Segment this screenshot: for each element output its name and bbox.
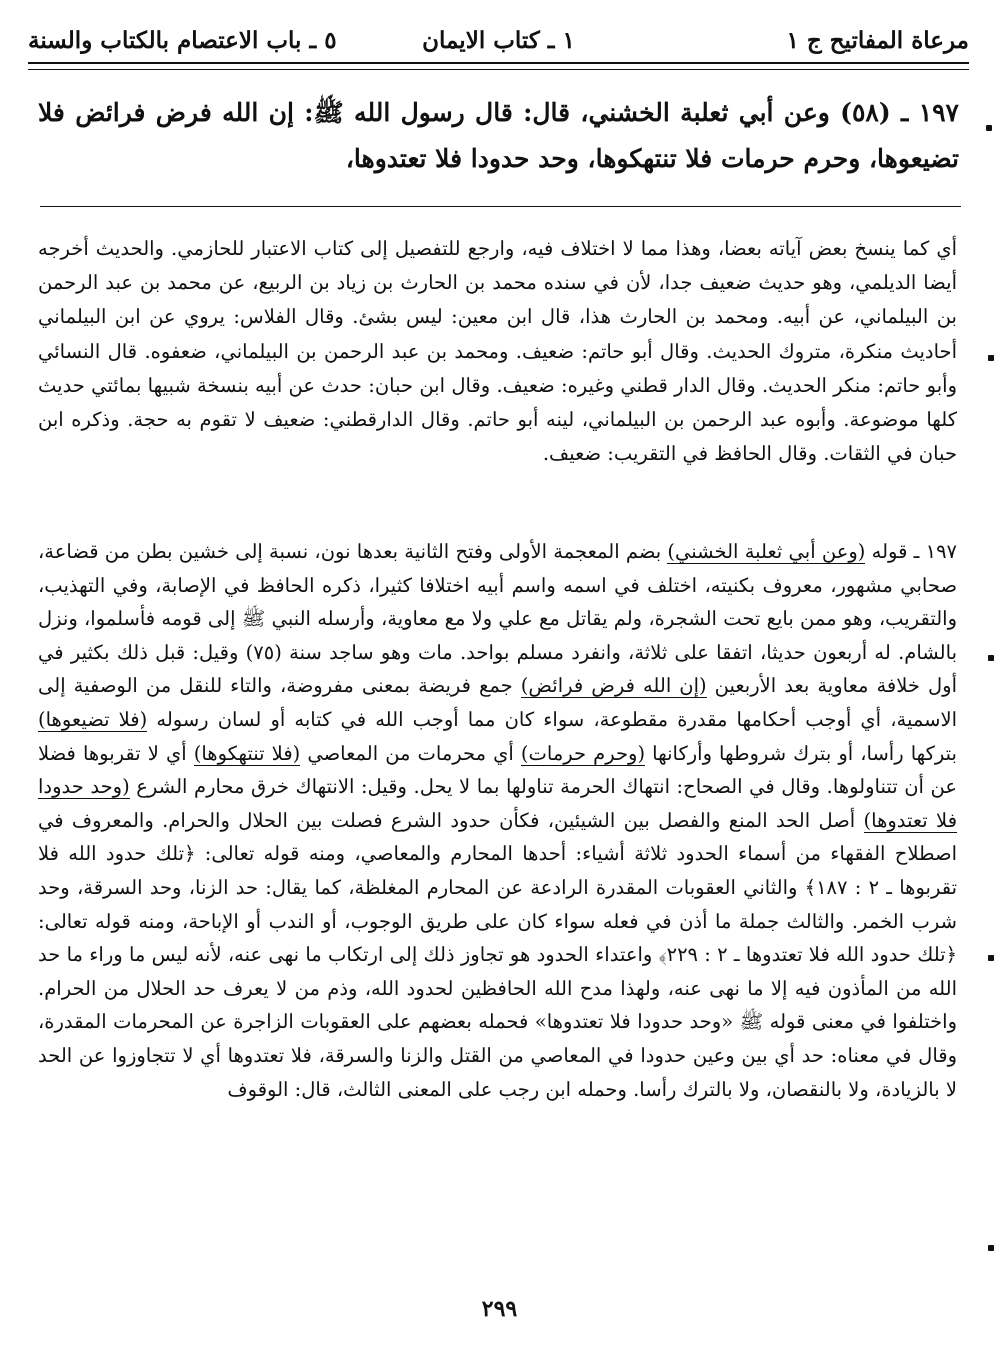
commentary-block-1 — [38, 232, 957, 471]
hadith-body: وعن أبي ثعلبة الخشني، قال: قال رسول الله ﷺ: إن الله فرض فرائض فلا تضيعوها، وحرم حرمات فلا تنتهكوها، وحد حدودا فلا تعتدوها، — [38, 98, 959, 173]
sharh-text: جمع فريضة بمعنى مفروضة، والتاء للنقل من الوصفية إلى الاسمية، أي أوجب أحكامها مقدرة مقطوعة، سواء كان مما أوجب الله في كتابه أو لسان رسوله — [38, 674, 957, 731]
section-title: ٥ ـ باب الاعتصام بالكتاب والسنة — [28, 26, 337, 54]
sharh-text: بتركها رأسا، أو بترك شروطها وأركانها — [652, 741, 957, 765]
hadith-sub-number: (٥٨) — [840, 98, 891, 127]
margin-mark — [988, 955, 994, 961]
margin-mark — [988, 1245, 994, 1251]
running-header — [28, 18, 969, 62]
sharh-text: أي محرمات من المعاصي — [307, 741, 514, 765]
page-number: ٢٩٩ — [481, 1296, 518, 1322]
sharh-text: بضم المعجمة الأولى وفتح الثانية بعدها نون، نسبة إلى خشين بطن من قضاعة، صحابي مشهور، معروف بكنيته، اختلف في اسمه واسم أبيه اختلافا كثيرا، ذكره الحافظ في الإصابة، وفي التهذيب، والتقريب، وهو ممن بايع تحت الشجرة، ولم يقاتل مع علي ولا مع معاوية، وأرسله النبي ﷺ إلى قومه فأسلموا، ونزل بالشام. له أربعون حديثا، اتفقا على ثلاثة، وانفرد مسلم بواحد. مات وهو ساجد سنة (٧٥) وقيل: قبل ذلك بكثير في أول خلافة معاوية بعد الأربعين — [38, 540, 957, 698]
commentary-block-2 — [38, 535, 957, 1106]
hadith-divider — [40, 206, 961, 207]
margin-mark — [988, 655, 994, 661]
lemma: (وحرم حرمات) — [520, 741, 646, 765]
lemma: (وحد حدودا فلا تعتدوها) — [38, 775, 958, 832]
commentary-paragraph: أي كما ينسخ بعض آياته بعضا، وهذا مما لا اختلاف فيه، وارجع للتفصيل إلى كتاب الاعتبار للحازمي. والحديث أخرجه أيضا الديلمي، وهو حديث ضعيف جدا، لأن في سنده محمد بن الحارث بن زياد بن الربيع، عن محمد بن عبد الرحمن بن البيلماني، عن أبيه. ومحمد بن الحارث هذا، قال ابن معين: ليس بشئ. وقال الفلاس: يروي عن ابن البيلماني أحاديث منكرة، متروك الحديث. وقال أبو حاتم: ضعيف. ومحمد بن عبد الرحمن بن البيلماني، ضعفوه. قال النسائي وأبو حاتم: منكر الحديث. وقال الدار قطني وغيره: ضعيف. وقال ابن حبان: حدث عن أبيه بنسخة شبيها بمائتي حديث كلها موضوعة. وأبوه عبد الرحمن بن البيلماني، لينه أبو حاتم. وقال الدارقطني: ضعيف لا تقوم به حجة. وذكره ابن حبان في الثقات. وقال الحافظ في التقريب: ضعيف. — [38, 237, 957, 466]
sharh-text: أصل الحد المنع والفصل بين الشيئين، فكأن حدود الشرع فصلت بين الحلال والحرام. والمعروف في اصطلاح الفقهاء من أسماء الحدود ثلاثة أشياء: أحدها المحارم والمعاصي، ومنه قوله تعالى: ﴿تلك حدود الله فلا تقربوها ـ ٢ : ١٨٧﴾ والثاني العقوبات المقدرة الرادعة عن المحارم المغلظة، كما يقال: حد الزنا، وحد السرقة، وحد شرب الخمر. والثالث جملة ما أذن في فعله سواء كان على طريق الوجوب، أو الندب أو الإباحة، ومنه قوله تعالى: ﴿تلك حدود الله فلا تعتدوها ـ ٢ : ٢٢٩﴾ واعتداء الحدود هو تجاوز ذلك إلى ارتكاب ما نهى عنه، لأنه ليس ما وراء ما حد الله من المأذون فيه إلا ما نهى عنه، ولهذا مدح الله الحافظين لحدود الله، وذم من لا يعرف حد الحلال من الحرام. واختلفوا في معنى قوله ﷺ «وحد حدودا فلا تعتدوها» فحمله بعضهم على العقوبات الزاجرة عن المحرمات المقدرة، وقال في معناه: حد أي بين وعين حدودا في المعاصي من القتل والزنا والسرقة، فلا تعتدوها أي لا تتجاوزوا عن الحد لا بالزيادة، ولا بالنقصان، ولا بالترك رأسا. وحمله ابن رجب على المعنى الثالث، قال: الوقوف — [38, 808, 958, 1101]
margin-mark — [986, 125, 992, 131]
hadith-number: ١٩٧ — [918, 98, 959, 127]
lemma: (إن الله فرض فرائض) — [520, 674, 707, 698]
lemma: (وعن أبي ثعلبة الخشني) — [667, 540, 866, 563]
lemma: (فلا تنتهكوها) — [193, 741, 301, 765]
sharh-paragraph — [38, 535, 957, 1106]
hadith-text: ١٩٧ ـ (٥٨) وعن أبي ثعلبة الخشني، قال: قال رسول الله ﷺ: إن الله فرض فرائض فلا تضيعوها، وحرم حرمات فلا تنتهكوها، وحد حدودا فلا تعتدوها، — [38, 98, 959, 173]
chapter-title: ١ ـ كتاب الايمان — [422, 26, 575, 54]
sharh-number: ١٩٧ ـ قوله — [871, 540, 958, 563]
sharh-text: أي لا تقربوها فضلا عن أن تتناولوها. وقال في الصحاح: انتهاك الحرمة تناولها بما لا يحل. وقيل: الانتهاك خرق محارم الشرع — [38, 741, 957, 799]
header-rule — [28, 62, 969, 70]
margin-mark — [988, 355, 994, 361]
book-title: مرعاة المفاتيح ج ١ — [786, 26, 969, 54]
lemma: (فلا تضيعوها) — [38, 707, 148, 731]
